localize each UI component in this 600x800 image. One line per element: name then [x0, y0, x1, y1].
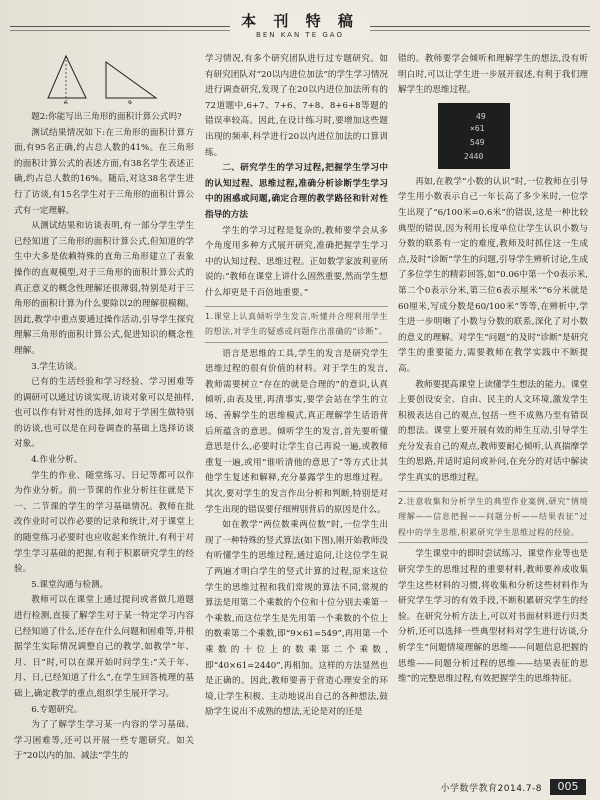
photo-line-3: 549 — [470, 137, 485, 147]
subheading: 4.作业分析。 — [31, 455, 83, 466]
column-title-box — [230, 12, 370, 44]
triangle-figure — [14, 52, 194, 104]
paragraph: 教师要提高课堂上读懂学生想法的能力。课堂上要创设安全、自由、民主的人文环境,激发学生积极表达自己的观点,包括一些不成熟乃至有错误的想法。课堂上要开展有效的师生互动,引导学生充分发表自己的观点,教师要耐心倾听,认真揣摩学生的思路,并适时追问或补问,在充分的对话中解读学生真实的思维过程。 — [398, 379, 588, 484]
page-footer — [0, 778, 600, 800]
paragraph: 再如,在教学“小数的认识”时,一位教师在引导学生用小数表示自己一年长高了多少米时,一位学生出现了“6/100米=0.6米”的错误,这是一种比较典型的错误,因为利用长度单位让学生认识小数与分数的联系有一定的难度,教师及时抓住这一生成点,及时“诊断”学生的问题,引导学生辨析讨论,生成了多位学生的精彩回答,如“0.06中第一个0表示米,第二个0表示分米,第三位6表示厘米”“6分米就是60厘米,写成分数是60/100米”等等,在辨析中,学生进一步明晰了小数与分数的联系,深化了对小数的意义的理解。对学生“问题”的及时“诊断”是研究学生的重要能力,需要教师在教学实践中不断提高。 — [398, 176, 588, 374]
photo-line-1: 49 — [476, 111, 486, 121]
page-header — [0, 0, 600, 48]
triangles-diagram — [14, 52, 194, 104]
label-6: 6 — [64, 100, 68, 104]
paragraph: 教师可以在课堂上通过提问或者做几道题进行检测,直接了解学生对于某一特定学习内容已经知道了什么,还存在什么问题和困难等,并根据学生实际情况调整自己的教学,如教学“年、月、日”时,可以在课开始时问学生:“关于年、月、日,已经知道了什么”,在学生回答梳理的基础上,确定教学的重点,组织学生展开学习。 — [14, 595, 194, 699]
text-column-1 — [14, 52, 194, 786]
photo-line-4: 2440 — [464, 151, 484, 161]
blackboard-photo — [438, 103, 510, 169]
callout-heading-2: 2.注意收集和分析学生的典型作业案例,研究“情境理解——信息把握——问题分析——结果表征”过程中的学生思维,积累研究学生思维过程的经验。 — [398, 491, 588, 544]
paragraph: 错的。教师要学会倾听和理解学生的想法,没有听明白时,可以让学生进一步展开叙述,有利于我们理解学生的思维过程。 — [398, 54, 588, 96]
paragraph: 语言是思维的工具,学生的发言是研究学生思维过程的很有价值的材料。对于学生的发言,教师需要树立“存在的就是合理的”的意识,认真倾听,由表及里,再清事实,要学会站在学生的立场、善解学生的思维模式,真正理解学生话语背后所蕴含的意思。倾听学生的发言,首先要听懂意思是什么,必要时让学生自己再说一遍,或教师重复一遍,或用“谁听清他的意思了”等方式让其他学生复述和解释,充分暴露学生的思维过程。其次,要对学生的发言作出分析和判断,特别是对学生出现的错误要仔细辨别背后的原因是什么。 — [205, 348, 388, 515]
paragraph: 学生的学习过程是复杂的,教师要学会从多个角度用多种方式展开研究,准确把握学生学习中的认知过程、思维过程。正如数学家波利亚所说的:“教师在课堂上讲什么固然重要,然而学生想什么却更是千百倍地重要。” — [205, 225, 388, 298]
question-2: 题2:你能写出三角形的面积计算公式吗? — [31, 112, 182, 122]
label-9: 9 — [128, 100, 132, 104]
paragraph: 学生的作业、随堂练习、日记等都可以作为作业分析。前一节课的作业分析往往就是下一、二节课的学生的学习基础情况。教师在批改作业时可以作必要的记录和统计,对于课堂上的随堂练习必要时也应收起来作统计,有利于对学生学习基础的把握,有利于积累研究学生的经验。 — [14, 470, 194, 575]
paragraph: 学习情况,有多个研究团队进行过专题研究。如有研究团队对“20以内进位加法”的学生学习情况进行调查研究,发现了在20以内进位加法所有的72道题中,6+7、7+6、7+8、8+6+8等题的错误率较高。因此,在设计练习时,要增加这些题出现的频率,科学进行20以内进位加法的口算训练。 — [205, 54, 388, 158]
column-title: 本 刊 特 稿 — [241, 12, 359, 30]
text-column-3 — [398, 52, 588, 758]
section-heading-2: 二、研究学生的学习过程,把握学生学习中的认知过程、思维过程,准确分析诊断学生学习中的困惑或问题,确定合理的教学路径和针对性指导的方法 — [205, 163, 388, 220]
paragraph: 为了了解学生学习某一内容的学习基础、学习困难等,还可以开展一些专题研究。如关于“20以内的加、减法”学生的 — [14, 720, 194, 762]
subheading: 3.学生访谈。 — [31, 361, 83, 372]
publication-issue: 小学数学教育2014.7-8 — [440, 784, 542, 794]
paragraph: 学生课堂中的即时尝试练习、课堂作业等也是研究学生的思维过程的重要材料,教师要养成收集学生这些材料的习惯,将收集和分析这些材料作为研究学生学习的有效手段,不断积累研究学生的经验。在研究分析方法上,可以对书面材料进行归类分析,还可以选择一些典型材料对学生进行访谈,分析学生“问题情境理解的思维——问题信息把握的思维——问题分析过程的思维——结果表征的思维”的完整思维过程,有效把握学生的思维特征。 — [398, 549, 588, 685]
text-column-2 — [205, 52, 388, 780]
subheading: 6.专题研究。 — [31, 704, 83, 715]
paragraph: 测试结果情况如下:在三角形的面积计算方面,有95名正确,约占总人数的41%。在三角形的面积计算公式的表述方面,有38名学生表述正确,约占总人数的16%。随后,对这38名学生进行了访谈,有15名学生对于三角形的面积计算公式有一定理解。 — [14, 127, 194, 216]
paragraph: 从测试结果和访谈表明,有一部分学生学生已经知道了三角形的面积计算公式,但知道的学生中大多是依赖特殊的直角三角形建立了表象操作的直观模型,对于三角形的面积计算公式的真正意义的概念性理解还很薄弱,特别是对于三角形的面积计算为什么要除以2的理解很模糊。因此,教学中重点要通过操作活动,引导学生探究理解三角形的面积计算公式,促进知识的概念性理解。 — [14, 221, 194, 356]
paragraph: 如在教学“两位数乘两位数”时,一位学生出现了一种特殊的竖式算法(如下图),刚开始教师没有听懂学生的思维过程,通过追问,让这位学生说了两遍才明白学生的竖式计算的过程,原来这位学生的思维过程和我们常规的算法不同,常规的算法是用第二个乘数的个位和十位分别去乘第一个乘数,而这位学生是先用第一个乘数的个位上的数乘第二个乘数,即“9×61=549”,再用第一个乘数的十位上的数乘第二个乘数,即“40×61=2440”,再相加。这样的方法显然也是正确的。因此,教师要善于营造心理安全的环境,让学生积极、主动地说出自己的各种想法,鼓励学生说出不成熟的想法,无论是对的还是 — [205, 520, 388, 718]
paragraph: 已有的生活经验和学习经验、学习困难等的调研可以通过访谈实现,访谈对象可以是抽样,也可以作有针对性的选择,如对于学困生做特别的访谈,也可以是在问卷调查的基础上选择访谈对象。 — [14, 377, 194, 450]
photo-line-2: ×61 — [470, 123, 485, 133]
subheading: 5.课堂沟通与检测。 — [31, 579, 109, 590]
callout-heading-1: 1.课堂上认真倾听学生发言,听懂并合理利用学生的想法,对学生的疑惑或问题作出准确的“诊断”。 — [205, 306, 388, 343]
column-title-pinyin: BEN KAN TE GAO — [256, 31, 344, 39]
page-number: 005 — [550, 779, 586, 795]
